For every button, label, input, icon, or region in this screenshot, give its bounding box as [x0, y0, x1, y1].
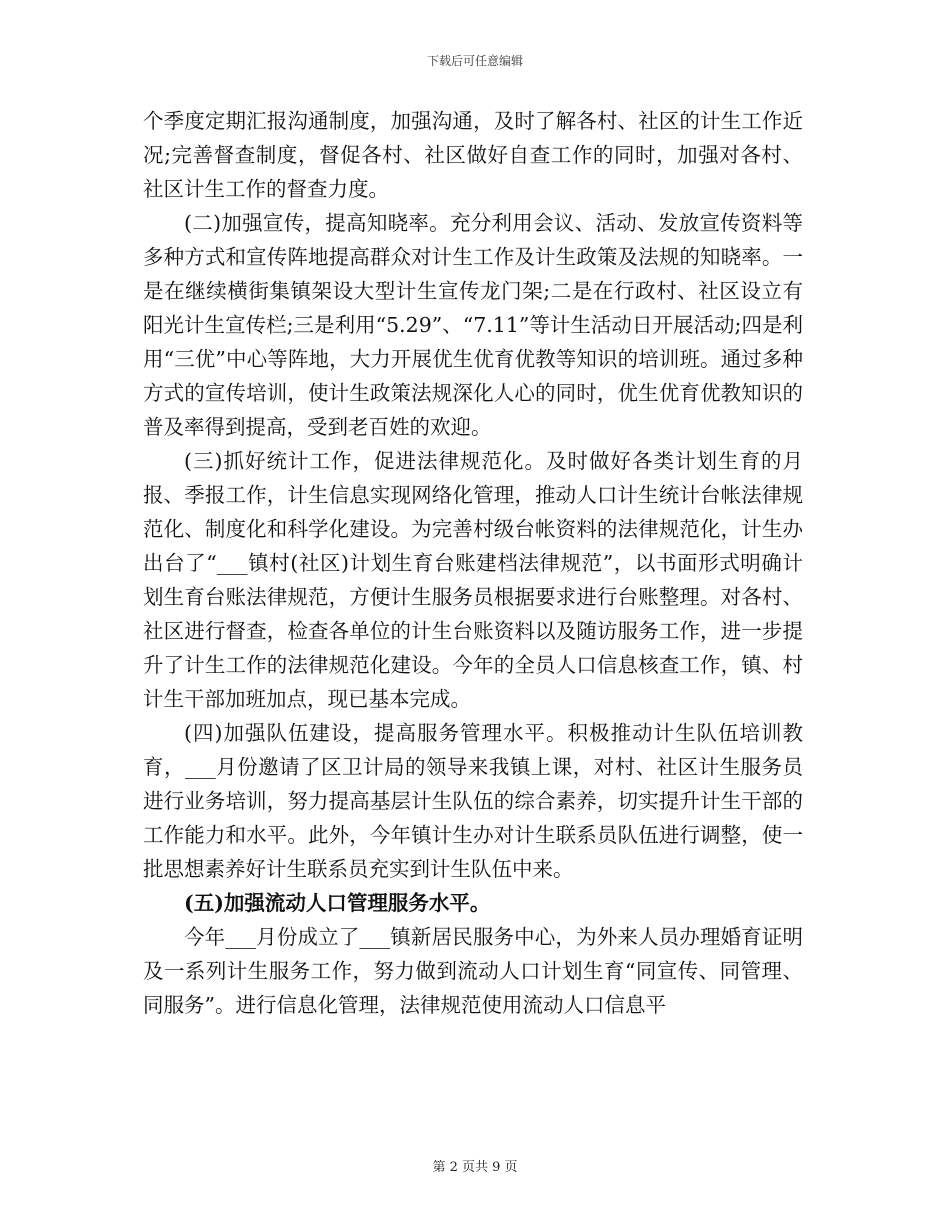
paragraph-team-building: (四)加强队伍建设，提高服务管理水平。积极推动计生队伍培训教育，___月份邀请了区卫计局的领导来我镇上课，对村、社区计生服务员进行业务培训，努力提高基层计生队伍的综合素养，切实提升计生干部的工作能力和水平。此外，今年镇计生办对计生联系员队伍进行调整，使一批思想素养好计生联系员充实到计生队伍中来。 [143, 721, 803, 881]
document-body [143, 104, 803, 1022]
page-header: 下载后可任意编辑 [426, 54, 523, 68]
paragraph-floating-population: 今年___月份成立了___镇新居民服务中心，为外来人员办理婚育证明及一系列计生服务工作，努力做到流动人口计划生育“同宣传、同管理、同服务”。进行信息化管理，法律规范使用流动人口信息平 [143, 925, 803, 1017]
paragraph-statistics: (三)抓好统计工作，促进法律规范化。及时做好各类计划生育的月报、季报工作，计生信息实现网络化管理，推动人口计生统计台帐法律规范化、制度化和科学化建设。为完善村级台帐资料的法律规范化，计生办出台了“___镇村(社区)计划生育台账建档法律规范”，以书面形式明确计划生育台账法律规范，方便计生服务员根据要求进行台账整理。对各村、社区进行督查，检查各单位的计生台账资料以及随访服务工作，进一步提升了计生工作的法律规范化建设。今年的全员人口信息核查工作，镇、村计生干部加班加点，现已基本完成。 [143, 449, 803, 711]
paragraph-publicity: (二)加强宣传，提高知晓率。充分利用会议、活动、发放宣传资料等多种方式和宣传阵地提高群众对计生工作及计生政策及法规的知晓率。一是在继续横街集镇架设大型计生宣传龙门架;二是在行政村、社区设立有阳光计生宣传栏;三是利用“5.29”、“7.11”等计生活动日开展活动;四是利用“三优”中心等阵地，大力开展优生优育优教等知识的培训班。通过多种方式的宣传培训，使计生政策法规深化人心的同时，优生优育优教知识的普及率得到提高，受到老百姓的欢迎。 [143, 211, 803, 439]
paragraph-continuation: 个季度定期汇报沟通制度，加强沟通，及时了解各村、社区的计生工作近况;完善督查制度，督促各村、社区做好自查工作的同时，加强对各村、社区计生工作的督查力度。 [143, 109, 803, 201]
page-number-footer: 第 2 页共 9 页 [432, 1160, 518, 1175]
section-heading-floating-population: (五)加强流动人口管理服务水平。 [184, 891, 491, 915]
